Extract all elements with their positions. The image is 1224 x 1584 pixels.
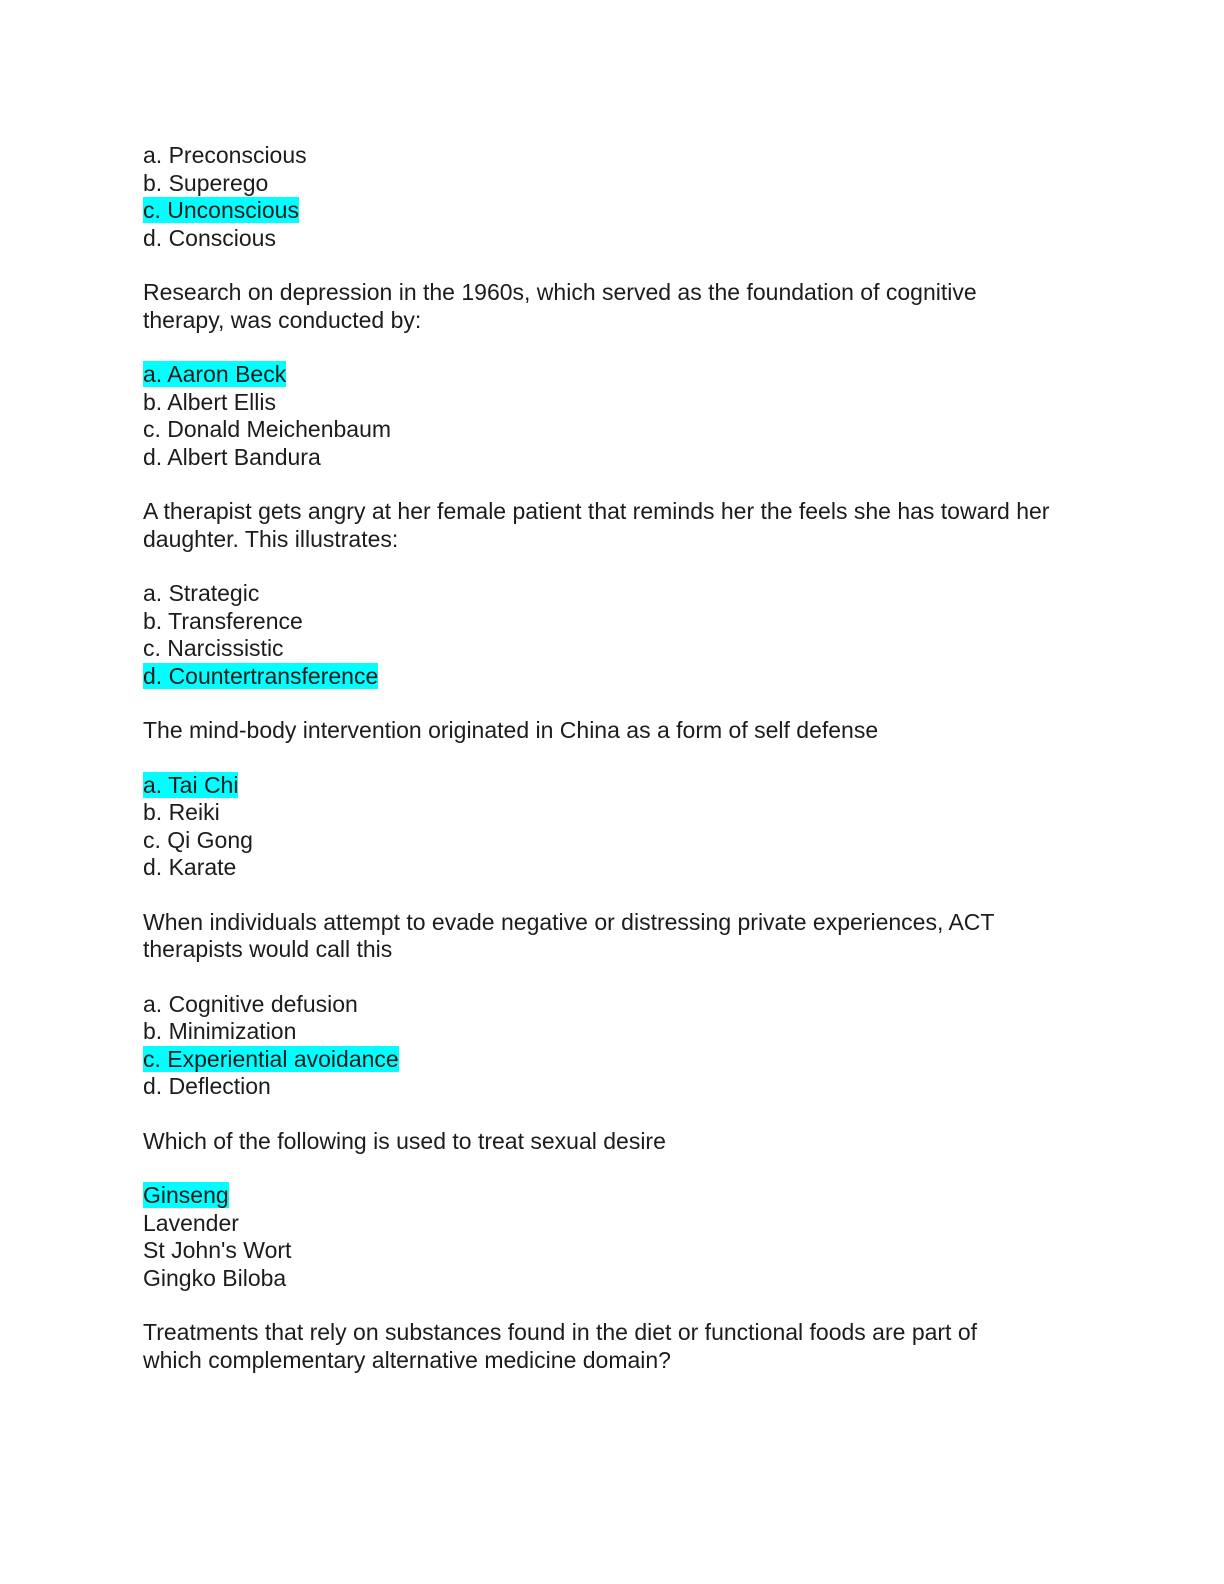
question-block-3	[143, 498, 1063, 690]
option-d: d. Albert Bandura	[143, 443, 321, 470]
option-d-answer	[143, 663, 1063, 691]
option-c: c. Qi Gong	[143, 826, 253, 853]
answer-highlight: Ginseng	[143, 1182, 229, 1208]
option-c-answer	[143, 1046, 1063, 1074]
option-c: c. Narcissistic	[143, 635, 284, 661]
answer-highlight: c. Experiential avoidance	[143, 1045, 399, 1072]
option-b: b. Reiki	[143, 799, 220, 825]
option-a: a. Strategic	[143, 580, 260, 606]
question-block-1	[143, 142, 1063, 252]
option-1-answer	[143, 1182, 1063, 1210]
answer-highlight: a. Tai Chi	[143, 771, 239, 798]
option-a-answer	[143, 772, 1063, 800]
option-c: c. Donald Meichenbaum	[143, 416, 392, 442]
question-block-2	[143, 279, 1063, 471]
quiz-content	[143, 142, 1063, 1374]
option-2: Lavender	[143, 1209, 239, 1236]
question-text: A therapist gets angry at her female patient that reminds her the feels she has toward her daughter. This illustrates:	[143, 498, 1050, 552]
option-3: St John's Wort	[143, 1237, 292, 1263]
question-text: Which of the following is used to treat sexual desire	[143, 1127, 666, 1154]
option-a: a. Cognitive defusion	[143, 990, 358, 1017]
option-b: b. Minimization	[143, 1018, 297, 1044]
option-d: d. Deflection	[143, 1073, 271, 1099]
answer-highlight: a. Aaron Beck	[143, 361, 287, 387]
question-text: When individuals attempt to evade negative or distressing private experiences, ACT therapists would call this	[143, 908, 995, 962]
question-block-4	[143, 717, 1063, 882]
option-a: a. Preconscious	[143, 142, 307, 168]
question-block-6	[143, 1128, 1063, 1293]
question-block-5	[143, 909, 1063, 1101]
option-a-answer	[143, 361, 1063, 389]
option-d: d. Karate	[143, 854, 237, 880]
option-d: d. Conscious	[143, 224, 276, 251]
question-block-7	[143, 1319, 1063, 1374]
option-4: Gingko Biloba	[143, 1264, 287, 1291]
option-c-answer	[143, 197, 1063, 225]
option-b: b. Transference	[143, 607, 303, 634]
answer-highlight: c. Unconscious	[143, 197, 299, 223]
option-b: b. Superego	[143, 169, 269, 196]
question-text: Treatments that rely on substances found in the diet or functional foods are part of which complementary alternative medicine domain?	[143, 1319, 978, 1373]
question-text: Research on depression in the 1960s, which served as the foundation of cognitive therapy, was conducted by:	[143, 279, 977, 333]
answer-highlight: d. Countertransference	[143, 662, 379, 689]
option-b: b. Albert Ellis	[143, 388, 276, 415]
question-text: The mind-body intervention originated in China as a form of self defense	[143, 717, 879, 743]
